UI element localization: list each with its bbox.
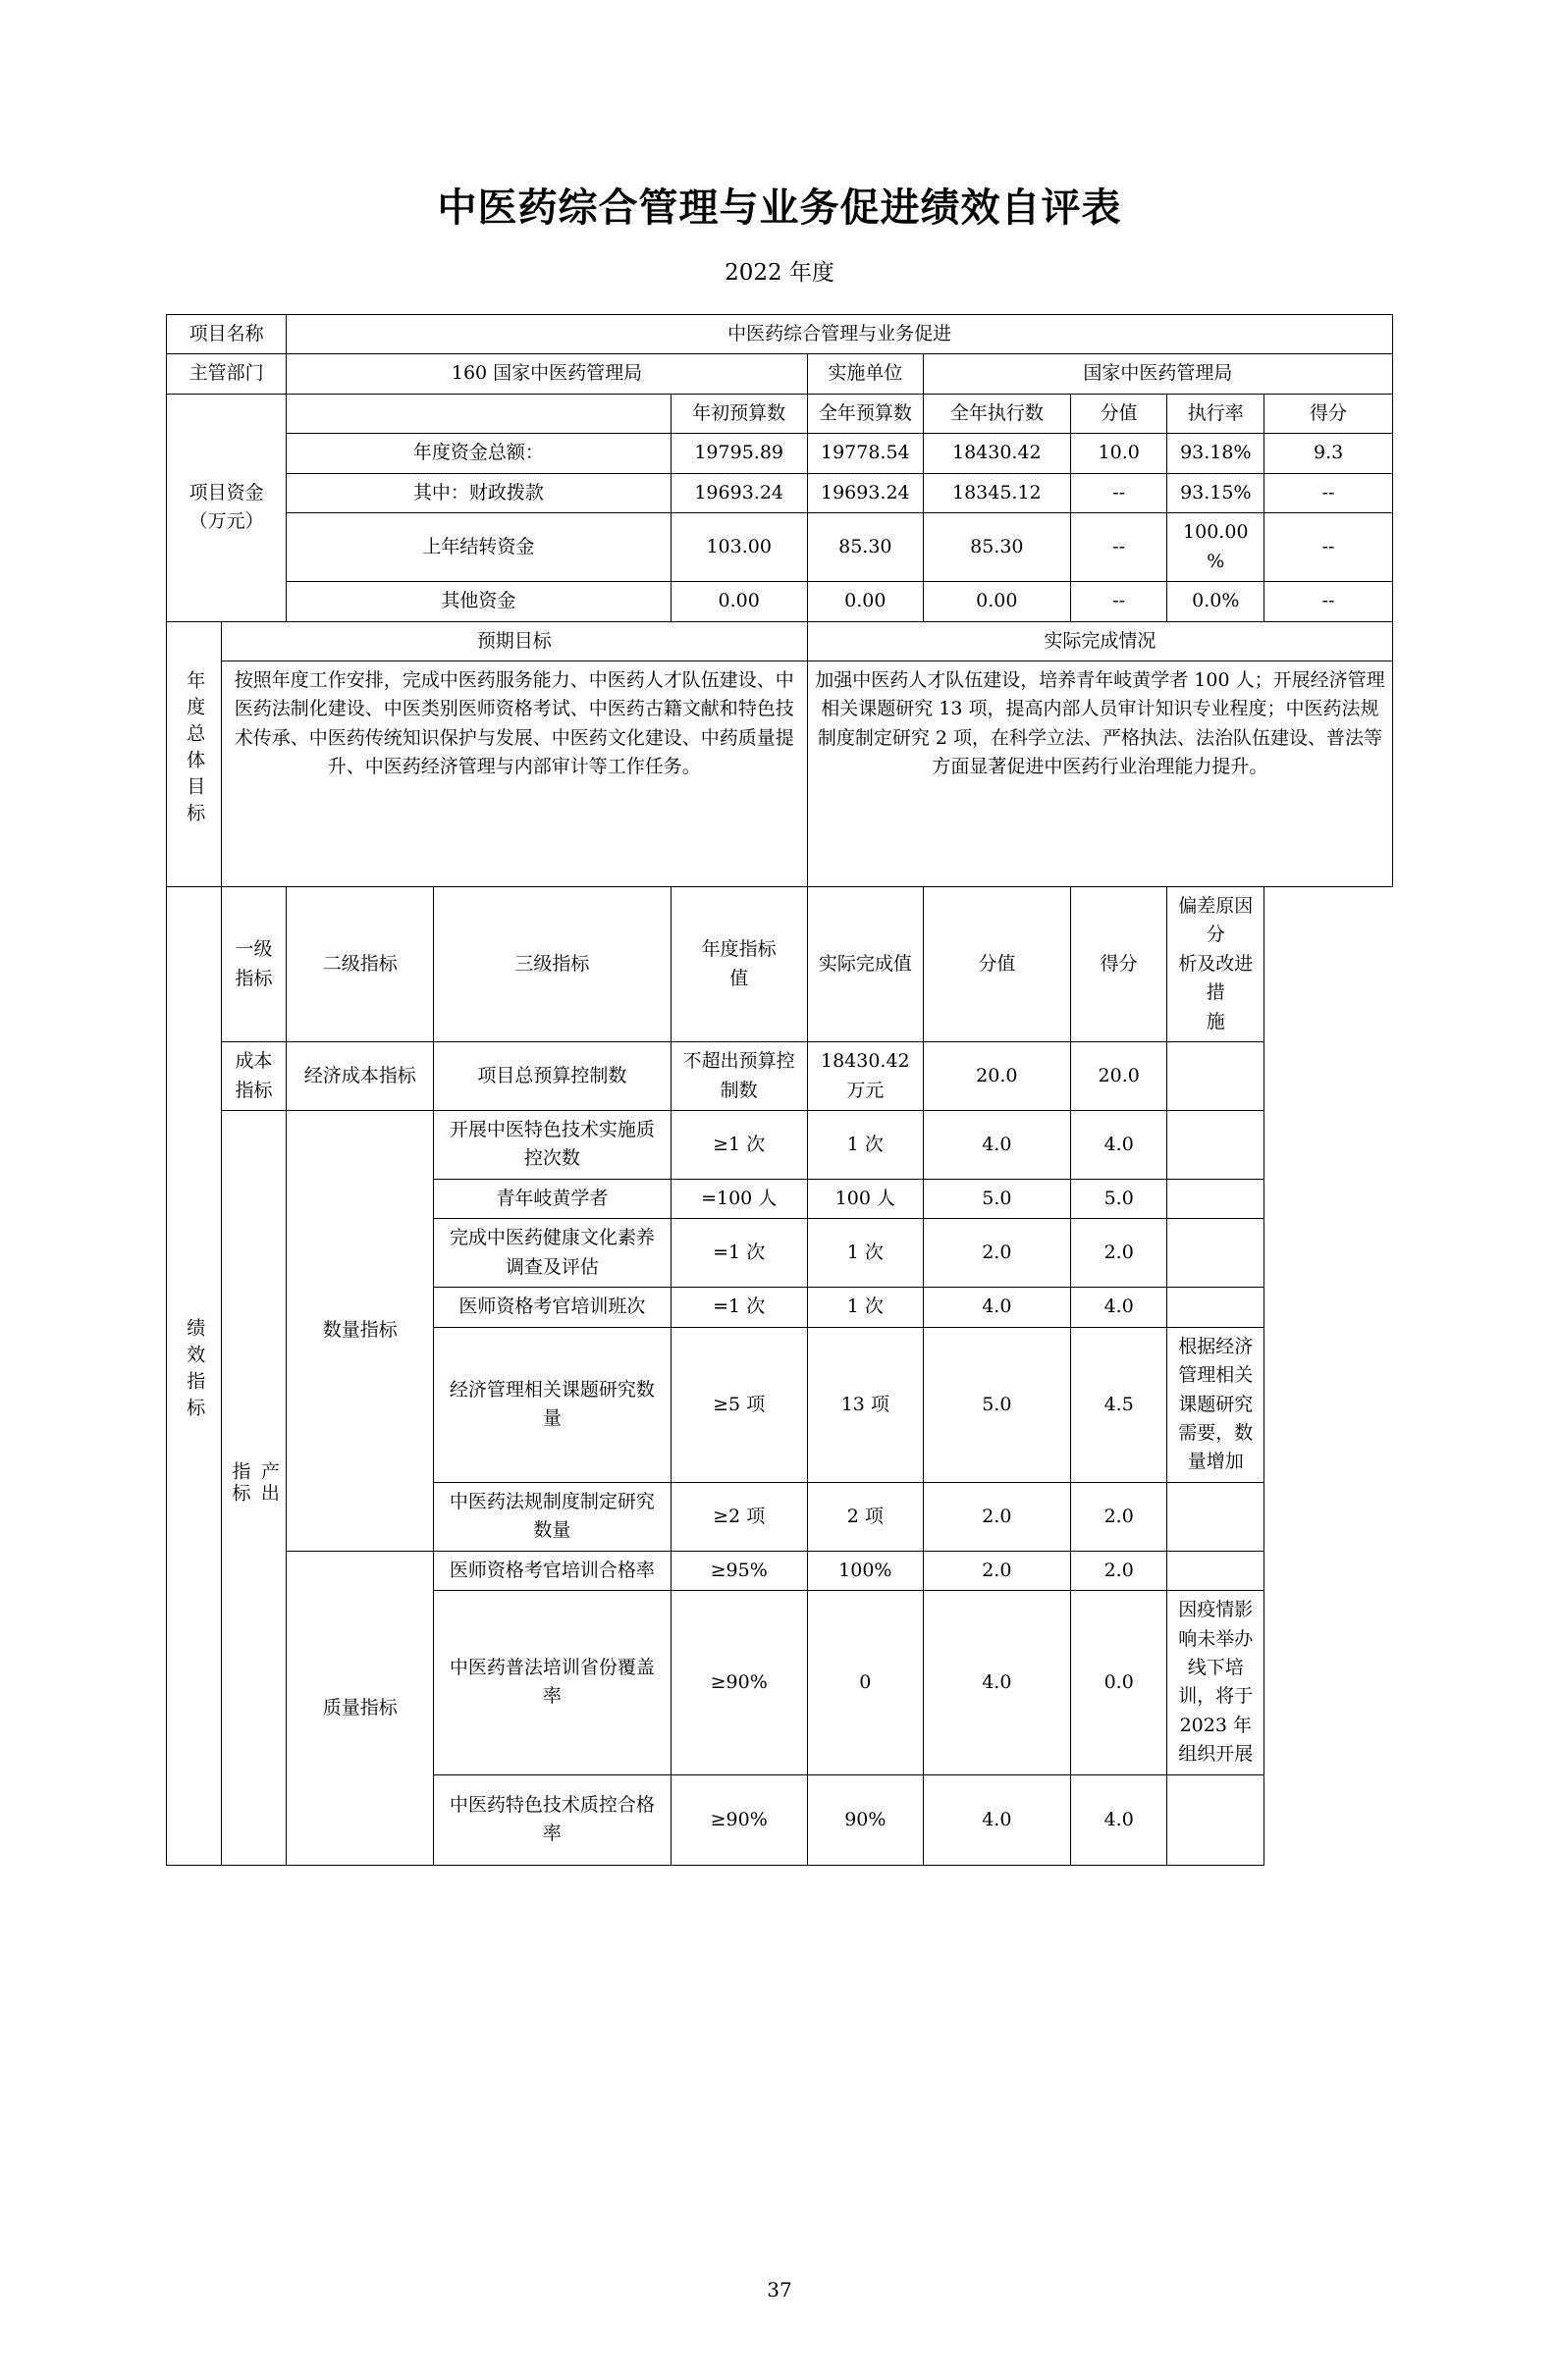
indicator-level1-output: 产出 指标 [221, 1111, 286, 1866]
funds-score: 9.3 [1264, 434, 1393, 473]
funds-row-name: 上年结转资金 [287, 513, 671, 582]
indicator-level3: 中医药特色技术质控合格率 [434, 1774, 671, 1865]
indicator-annual-value: =1 次 [671, 1288, 807, 1327]
indicator-deviation [1167, 1482, 1264, 1551]
indicator-level3: 青年岐黄学者 [434, 1179, 671, 1218]
table-row-funds-other [167, 582, 1393, 621]
unit-value: 国家中医药管理局 [923, 354, 1392, 394]
indicator-score: 2.0 [1070, 1551, 1167, 1590]
funds-header-score: 得分 [1264, 394, 1393, 433]
funds-exec: 0.00 [923, 582, 1070, 621]
project-name-label: 项目名称 [167, 315, 287, 354]
indicator-level3: 中医药法规制度制定研究数量 [434, 1482, 671, 1551]
table-row-funds-carryover [167, 513, 1393, 582]
indicator-annual-value: ≥90% [671, 1591, 807, 1775]
indicator-score: 4.0 [1070, 1288, 1167, 1327]
funds-exec: 85.30 [923, 513, 1070, 582]
indicator-level3: 医师资格考官培训合格率 [434, 1551, 671, 1590]
indicator-score-value: 4.0 [923, 1591, 1070, 1775]
dept-value: 160 国家中医药管理局 [287, 354, 808, 394]
indicator-deviation [1167, 1219, 1264, 1288]
indicator-actual-value: 18430.42 万元 [807, 1042, 923, 1111]
funds-scorevalue: -- [1070, 582, 1167, 621]
page-number: 37 [767, 2278, 792, 2301]
funds-exec: 18345.12 [923, 473, 1070, 512]
funds-begin: 19693.24 [671, 473, 807, 512]
indicator-actual-value: 100% [807, 1551, 923, 1590]
indicator-annual-value: ≥1 次 [671, 1111, 807, 1180]
indicator-score-value: 4.0 [923, 1288, 1070, 1327]
goal-expected-header: 预期目标 [221, 621, 807, 661]
indicator-header-level1: 一级 指标 [221, 886, 286, 1041]
indicator-score-value: 5.0 [923, 1327, 1070, 1482]
page-subtitle: 2022 年度 [725, 260, 834, 286]
indicator-annual-value: 不超出预算控制数 [671, 1042, 807, 1111]
indicator-level1-cost: 成本 指标 [221, 1042, 286, 1111]
indicator-score: 4.0 [1070, 1774, 1167, 1865]
indicator-level3: 医师资格考官培训班次 [434, 1288, 671, 1327]
funds-annual: 85.30 [807, 513, 923, 582]
funds-begin: 103.00 [671, 513, 807, 582]
indicator-deviation: 因疫情影响未举办线下培训，将于 2023 年组织开展 [1167, 1591, 1264, 1775]
indicator-deviation [1167, 1179, 1264, 1218]
table-row-project-name [167, 315, 1393, 354]
indicator-level3: 完成中医药健康文化素养调查及评估 [434, 1219, 671, 1288]
indicator-annual-value: ≥2 项 [671, 1482, 807, 1551]
project-name-value: 中医药综合管理与业务促进 [287, 315, 1393, 354]
funds-header-scorevalue: 分值 [1070, 394, 1167, 433]
indicator-deviation [1167, 1774, 1264, 1865]
table-row-indicator-quality-1 [167, 1551, 1393, 1590]
funds-rate: 93.18% [1167, 434, 1264, 473]
indicator-actual-value: 90% [807, 1774, 923, 1865]
table-row-indicator-qty-1 [167, 1111, 1393, 1180]
funds-begin: 19795.89 [671, 434, 807, 473]
funds-scorevalue: -- [1070, 473, 1167, 512]
indicator-score: 4.5 [1070, 1327, 1167, 1482]
indicator-actual-value: 1 次 [807, 1111, 923, 1180]
indicator-score-value: 4.0 [923, 1111, 1070, 1180]
indicator-level2-economic-cost: 经济成本指标 [287, 1042, 434, 1111]
funds-scorevalue: 10.0 [1070, 434, 1167, 473]
indicator-actual-value: 2 项 [807, 1482, 923, 1551]
funds-score: -- [1264, 513, 1393, 582]
page-title: 中医药综合管理与业务促进绩效自评表 [437, 185, 1122, 231]
indicator-deviation [1167, 1111, 1264, 1180]
indicator-level3: 中医药普法培训省份覆盖率 [434, 1591, 671, 1775]
goal-expected-text: 按照年度工作安排，完成中医药服务能力、中医药人才队伍建设、中医药法制化建设、中医类别医师资格考试、中医药古籍文献和特色技术传承、中医药传统知识保护与发展、中医药文化建设、中药质量提升、中医药经济管理与内部审计等工作任务。 [221, 661, 807, 886]
indicator-header-actual-value: 实际完成值 [807, 886, 923, 1041]
document-page [0, 177, 1559, 2380]
indicator-header-annual-value: 年度指标 值 [671, 886, 807, 1041]
funds-row-name: 其中：财政拨款 [287, 473, 671, 512]
annual-goal-side-label: 年度总体目标 [167, 621, 222, 886]
indicator-annual-value: =1 次 [671, 1219, 807, 1288]
indicator-actual-value: 1 次 [807, 1219, 923, 1288]
indicator-annual-value: =100 人 [671, 1179, 807, 1218]
funds-col-empty [287, 394, 671, 433]
funds-row-name: 年度资金总额： [287, 434, 671, 473]
indicator-level3: 经济管理相关课题研究数量 [434, 1327, 671, 1482]
indicator-score-value: 4.0 [923, 1774, 1070, 1865]
table-row-funds-fiscal [167, 473, 1393, 512]
indicator-score: 20.0 [1070, 1042, 1167, 1111]
indicator-score: 2.0 [1070, 1482, 1167, 1551]
indicator-score: 2.0 [1070, 1219, 1167, 1288]
indicator-actual-value: 0 [807, 1591, 923, 1775]
indicator-score-value: 2.0 [923, 1219, 1070, 1288]
funds-header-begin: 年初预算数 [671, 394, 807, 433]
indicator-level3: 开展中医特色技术实施质控次数 [434, 1111, 671, 1180]
goal-actual-text: 加强中医药人才队伍建设，培养青年岐黄学者 100 人；开展经济管理相关课题研究 13 项，提高内部人员审计知识专业程度；中医药法规制度制定研究 2 项，在科学立法、严格执法、法治队伍建设、普法等方面显著促进中医药行业治理能力提升。 [807, 661, 1392, 886]
indicator-score-value: 2.0 [923, 1482, 1070, 1551]
table-row-funds-header [167, 394, 1393, 433]
indicator-actual-value: 1 次 [807, 1288, 923, 1327]
indicator-header-score-value: 分值 [923, 886, 1070, 1041]
indicators-side-label: 绩效指标 [167, 886, 222, 1865]
table-row-goal-body [167, 661, 1393, 886]
indicator-annual-value: ≥95% [671, 1551, 807, 1590]
indicator-level2-quality: 质量指标 [287, 1551, 434, 1865]
table-row-department [167, 354, 1393, 394]
goal-actual-header: 实际完成情况 [807, 621, 1392, 661]
funds-row-name: 其他资金 [287, 582, 671, 621]
funds-row-label: 项目资金 （万元） [167, 394, 287, 621]
funds-annual: 19693.24 [807, 473, 923, 512]
indicator-score-value: 2.0 [923, 1551, 1070, 1590]
funds-rate: 93.15% [1167, 473, 1264, 512]
funds-score: -- [1264, 473, 1393, 512]
indicator-actual-value: 13 项 [807, 1327, 923, 1482]
indicator-actual-value: 100 人 [807, 1179, 923, 1218]
funds-header-annual: 全年预算数 [807, 394, 923, 433]
indicator-annual-value: ≥5 项 [671, 1327, 807, 1482]
indicator-header-level2: 二级指标 [287, 886, 434, 1041]
funds-header-exec: 全年执行数 [923, 394, 1070, 433]
funds-score: -- [1264, 582, 1393, 621]
indicator-annual-value: ≥90% [671, 1774, 807, 1865]
performance-table [166, 314, 1393, 1866]
indicator-header-score: 得分 [1070, 886, 1167, 1041]
indicator-level3: 项目总预算控制数 [434, 1042, 671, 1111]
dept-label: 主管部门 [167, 354, 287, 394]
funds-annual: 19778.54 [807, 434, 923, 473]
indicator-score-value: 5.0 [923, 1179, 1070, 1218]
indicator-header-level3: 三级指标 [434, 886, 671, 1041]
funds-annual: 0.00 [807, 582, 923, 621]
indicator-deviation [1167, 1551, 1264, 1590]
funds-exec: 18430.42 [923, 434, 1070, 473]
funds-rate: 100.00% [1167, 513, 1264, 582]
indicator-score: 4.0 [1070, 1111, 1167, 1180]
indicator-level2-quantity: 数量指标 [287, 1111, 434, 1552]
table-row-goal-header [167, 621, 1393, 661]
funds-begin: 0.00 [671, 582, 807, 621]
indicator-deviation: 根据经济管理相关课题研究需要，数量增加 [1167, 1327, 1264, 1482]
funds-scorevalue: -- [1070, 513, 1167, 582]
indicator-deviation [1167, 1288, 1264, 1327]
indicator-header-deviation: 偏差原因分 析及改进措 施 [1167, 886, 1264, 1041]
indicator-score-value: 20.0 [923, 1042, 1070, 1111]
table-row-indicator-header [167, 886, 1393, 1041]
indicator-score: 0.0 [1070, 1591, 1167, 1775]
indicator-score: 5.0 [1070, 1179, 1167, 1218]
unit-label: 实施单位 [807, 354, 923, 394]
table-row-indicator-cost [167, 1042, 1393, 1111]
funds-header-rate: 执行率 [1167, 394, 1264, 433]
funds-rate: 0.0% [1167, 582, 1264, 621]
table-row-funds-total [167, 434, 1393, 473]
indicator-deviation [1167, 1042, 1264, 1111]
